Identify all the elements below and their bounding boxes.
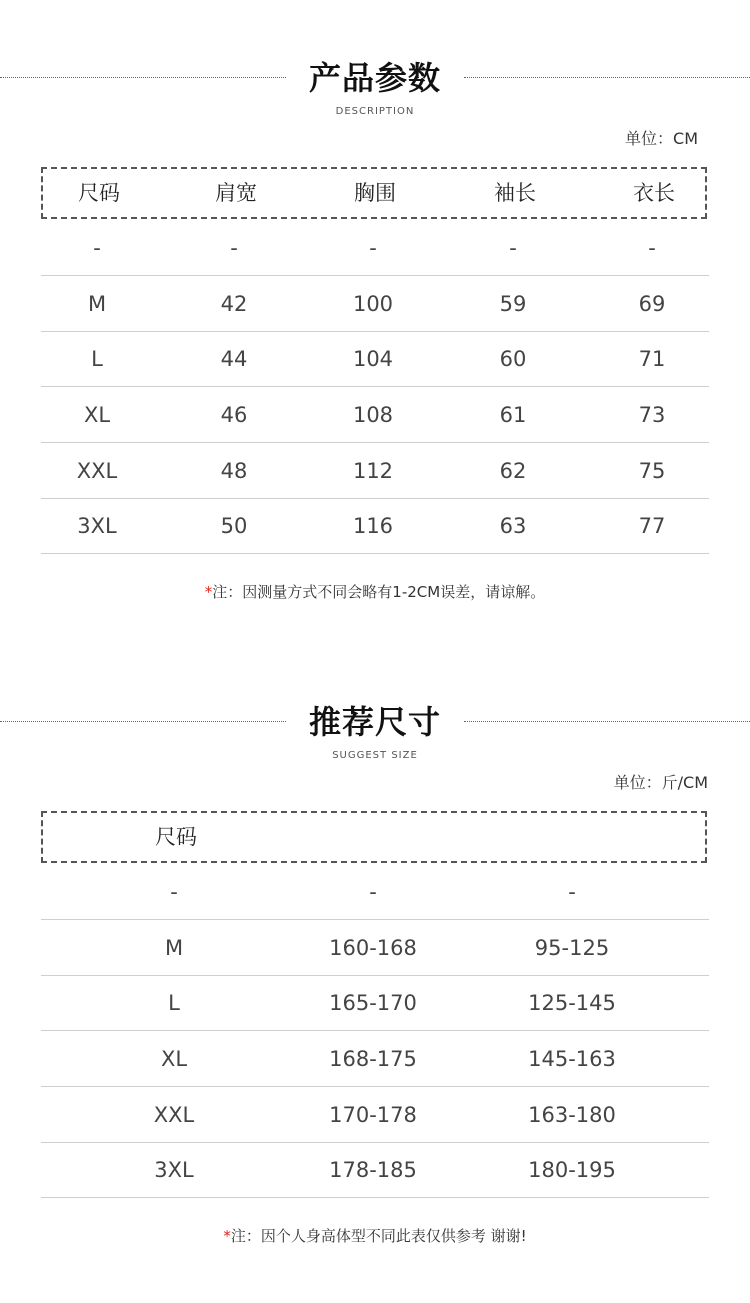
table-cell: 46 xyxy=(220,402,248,427)
table-row xyxy=(41,443,709,499)
table-cell: L xyxy=(168,991,180,1015)
table-cell: 77 xyxy=(638,514,666,538)
table-header xyxy=(41,167,707,219)
table-row xyxy=(41,1143,709,1198)
table-cell: 59 xyxy=(499,291,527,316)
table-row xyxy=(41,387,709,443)
table-cell: - xyxy=(230,236,238,260)
table-cell: 160-168 xyxy=(329,935,417,960)
table-cell: 50 xyxy=(220,514,248,538)
table-cell: 108 xyxy=(352,402,394,427)
table-cell: M xyxy=(164,935,184,960)
unit-label: 单位：斤/CM xyxy=(613,773,708,792)
table-cell: 125-145 xyxy=(528,991,616,1015)
table-cell: 73 xyxy=(638,402,666,427)
table-cell: 95-125 xyxy=(534,935,610,960)
measurement-note xyxy=(0,581,750,602)
table-row xyxy=(41,332,709,387)
table-cell: 44 xyxy=(220,347,248,371)
note-text: 注：因个人身高体型不同此表仅供参考 谢谢! xyxy=(230,1227,527,1245)
table-row xyxy=(41,920,709,976)
table-cell: 69 xyxy=(638,291,666,316)
title-divider-left xyxy=(0,721,286,722)
table-row xyxy=(41,499,709,554)
table-cell: 3XL xyxy=(154,1158,194,1182)
table-cell: XXL xyxy=(153,1102,195,1127)
table-cell: - xyxy=(648,236,656,260)
table-cell: L xyxy=(91,347,103,371)
section-subtitle: DESCRIPTION xyxy=(335,106,415,117)
table-cell: - xyxy=(509,236,517,260)
table-cell: 104 xyxy=(352,347,394,371)
size-table xyxy=(41,221,709,554)
table-cell: - xyxy=(369,880,377,904)
suggest-table xyxy=(41,865,709,1198)
table-cell: 180-195 xyxy=(528,1158,616,1182)
table-cell: 63 xyxy=(499,514,527,538)
section-title: 产品参数 xyxy=(308,59,441,97)
note-text: 注：因测量方式不同会略有1-2CM误差，请谅解。 xyxy=(212,583,546,601)
reference-note xyxy=(0,1225,750,1246)
table-cell: 116 xyxy=(352,514,394,538)
header-shoulder: 肩宽 xyxy=(215,181,257,205)
table-cell: 61 xyxy=(499,402,527,427)
table-cell: - xyxy=(93,236,101,260)
section-title-row xyxy=(0,702,750,742)
table-cell: 178-185 xyxy=(329,1158,417,1182)
table-cell: 168-175 xyxy=(329,1046,417,1071)
section-subtitle: SUGGEST SIZE xyxy=(332,750,418,761)
table-cell: 75 xyxy=(638,458,666,483)
title-divider-right xyxy=(464,77,750,78)
table-cell: - xyxy=(170,880,178,904)
table-cell: 145-163 xyxy=(528,1046,616,1071)
header-length: 衣长 xyxy=(633,181,675,205)
header-chest: 胸围 xyxy=(354,181,396,205)
section-title-row xyxy=(0,58,750,98)
table-header xyxy=(41,811,707,863)
table-cell: 48 xyxy=(220,458,248,483)
table-cell: M xyxy=(87,291,107,316)
table-row xyxy=(41,1087,709,1143)
unit-label: 单位：CM xyxy=(625,129,698,148)
header-size: 尺码 xyxy=(78,181,120,205)
table-cell: XL xyxy=(160,1046,188,1071)
table-row xyxy=(41,1031,709,1087)
table-cell: XL xyxy=(83,402,111,427)
table-cell: 163-180 xyxy=(528,1102,616,1127)
table-cell: 3XL xyxy=(77,514,117,538)
table-cell: 60 xyxy=(499,347,527,371)
table-cell: 112 xyxy=(352,458,394,483)
table-cell: 71 xyxy=(638,347,666,371)
note-asterisk: * xyxy=(223,1227,231,1245)
section-title: 推荐尺寸 xyxy=(308,703,441,741)
table-cell: XXL xyxy=(76,458,118,483)
table-cell: 165-170 xyxy=(329,991,417,1015)
title-divider-left xyxy=(0,77,286,78)
title-divider-right xyxy=(464,721,750,722)
table-cell: 100 xyxy=(352,291,394,316)
table-cell: - xyxy=(568,880,576,904)
table-row xyxy=(41,276,709,332)
table-row xyxy=(41,221,709,276)
table-row xyxy=(41,865,709,920)
note-asterisk: * xyxy=(204,583,213,601)
header-sleeve: 袖长 xyxy=(494,181,536,205)
table-cell: 62 xyxy=(499,458,527,483)
table-cell: 170-178 xyxy=(329,1102,417,1127)
table-row xyxy=(41,976,709,1031)
table-cell: 42 xyxy=(220,291,248,316)
header-size: 尺码 xyxy=(155,825,197,849)
table-cell: - xyxy=(369,236,377,260)
